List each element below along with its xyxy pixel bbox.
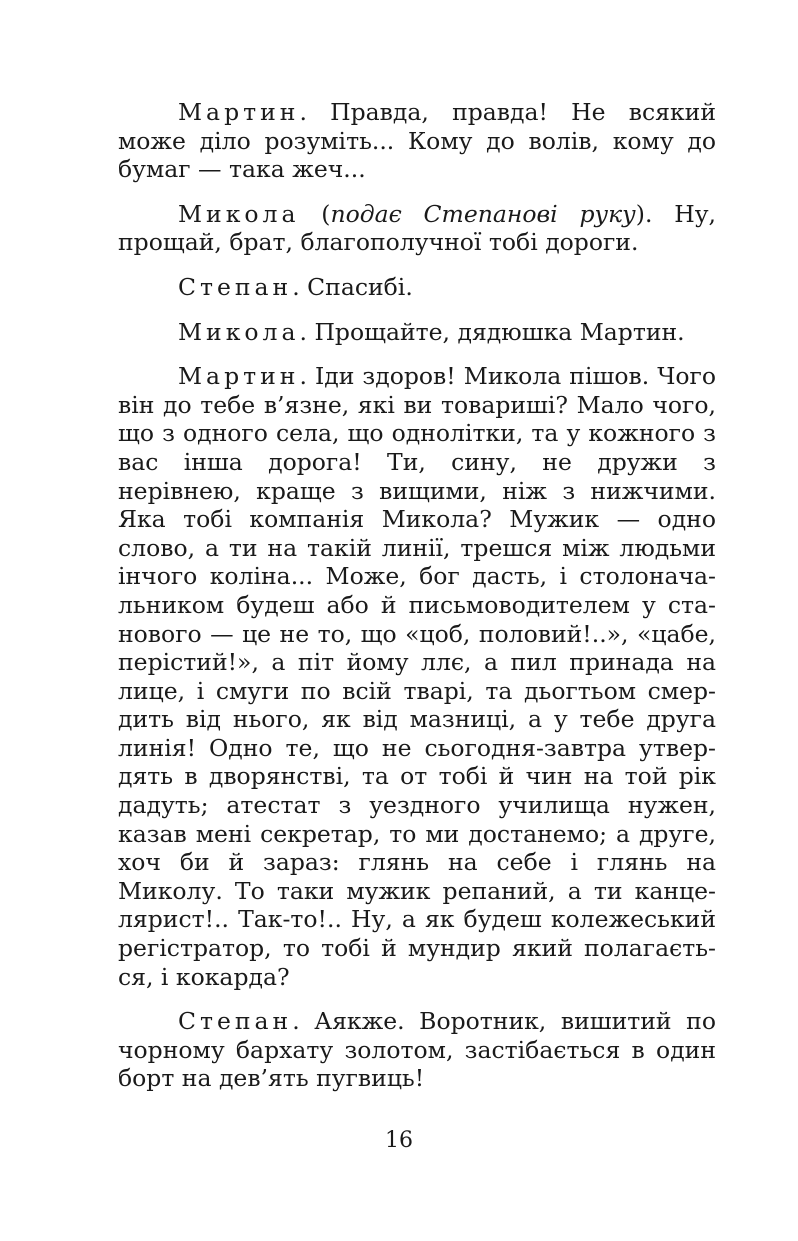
paragraph-text: ( [299, 199, 331, 228]
speaker-name: Степан [178, 1007, 293, 1036]
stage-direction: подає Степанові руку [330, 199, 636, 228]
speaker-name: Мартин [178, 98, 300, 126]
paragraph-text: . Правда, правда! Не всякий може діло розуміть... Кому до волів, кому до бумаг — така жеч... [118, 98, 716, 184]
speaker-name: Микола [178, 317, 300, 346]
paragraph-text: ). Ну, прощай, брат, благополучної тобі дороги. [118, 199, 716, 257]
paragraph-stepan-1 [118, 273, 716, 302]
speaker-name: Микола [178, 199, 300, 228]
page-number: 16 [385, 1128, 413, 1153]
paragraph-mykola-1 [118, 200, 716, 257]
paragraph-text: . Прощайте, дядюшка Мартин. [299, 317, 685, 346]
paragraph-text: . Аякже. Воротник, вишитий по чорному бархату золотом, застібається в один борт на дев’ять пугвиць! [118, 1007, 716, 1093]
paragraph-martyn-2 [118, 362, 716, 991]
paragraph-stepan-2 [118, 1007, 716, 1093]
paragraph-martyn-1 [118, 98, 716, 184]
paragraph-text: . Спасибі. [292, 272, 413, 301]
paragraph-text: . Іди здоров! Микола пішов. Чого він до тебе в’язне, які ви товариші? Мало чого, що з одного села, що однолітки, та у кожного з вас інша дорога! Ти, сину, не дружи з нерівнею, краще з вищими, ніж з нижчими. Яка тобі компанія Микола? Мужик — одно слово, а ти на такій линії, трешся між людьми інчого коліна... Може, бог дасть, і столоначальником будеш або й письмоводителем у станового — це не то, що «цоб, половий!..», «цабе, перістий!», а піт йому ллє, а пил принада на лице, і смуги по всій тварі, та дьогтьом смердить від нього, як від мазниці, а у тебе друга линія! Одно те, що не сьогодня-завтра утвердять в дворянстві, та от тобі й чин на той рік дадуть; атестат з уездного училища нужен, казав мені секретар, то ми достанемо; а друге, хоч би й зараз: глянь на себе і глянь на Миколу. То таки мужик репаний, а ти канцелярист!.. Так-то!.. Ну, а як будеш колежеський регістратор, то тобі й мундир який полагається, і кокарда? [118, 362, 716, 991]
page-body [118, 98, 716, 1109]
speaker-name: Степан [178, 272, 293, 301]
paragraph-mykola-2 [118, 318, 716, 347]
speaker-name: Мартин [178, 362, 300, 391]
